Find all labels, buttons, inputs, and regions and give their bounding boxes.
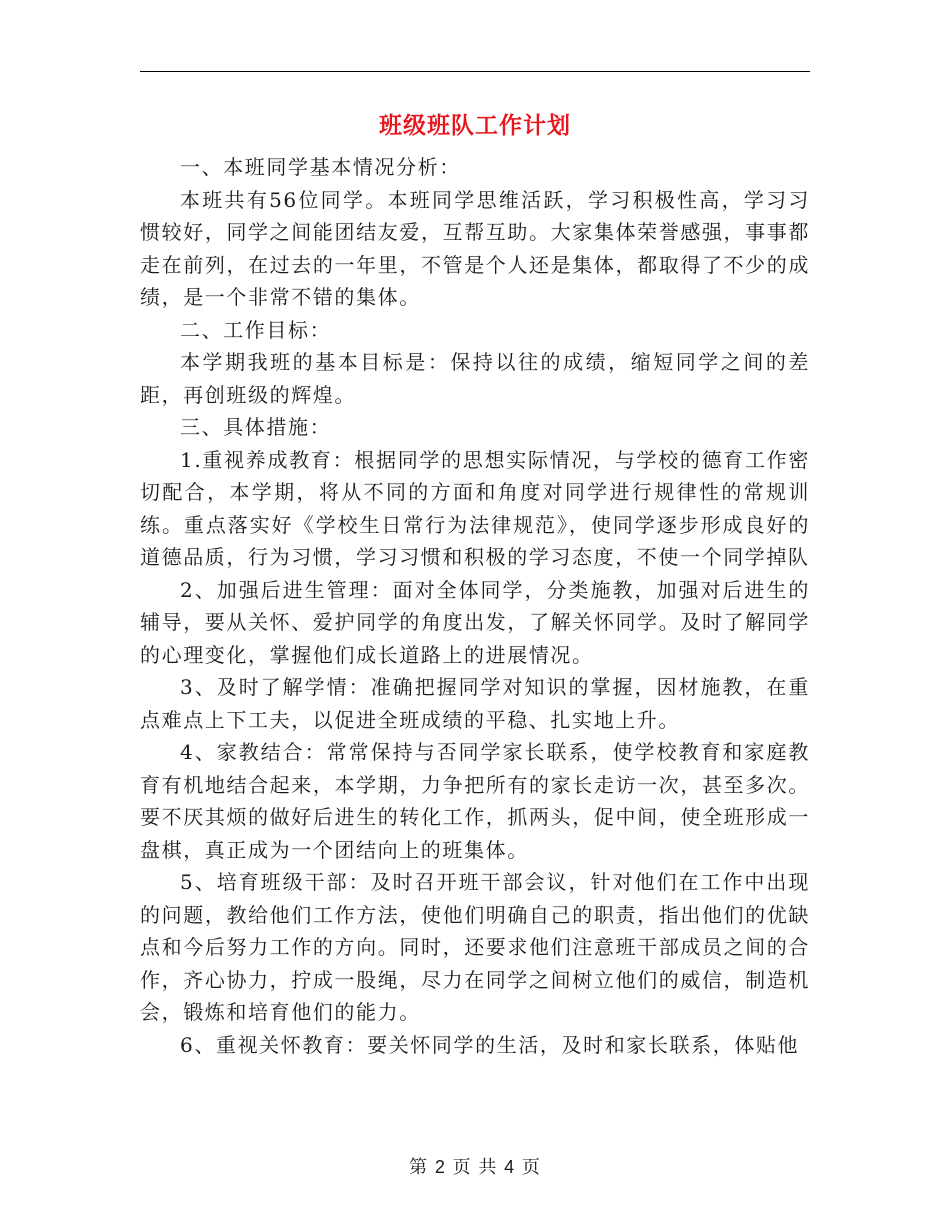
total-pages-number: 4 (504, 1157, 516, 1177)
section-heading-situation: 一、本班同学基本情况分析： (180, 155, 461, 179)
document-title: 班级班队工作计划 (379, 112, 571, 139)
paragraph-measure-3: 3、及时了解学情：准确把握同学对知识的掌握，因材施教，在重点难点上下工夫，以促进全班成绩的平稳、扎实地上升。 (140, 675, 810, 732)
paragraph-measure-5: 5、培育班级干部：及时召开班干部会议，针对他们在工作中出现的问题，教给他们工作方法，使他们明确自己的职责，指出他们的优缺点和今后努力工作的方向。同时，还要求他们注意班干部成员之间的合作，齐心协力，拧成一股绳，尽力在同学之间树立他们的威信，制造机会，锻炼和培育他们的能力。 (140, 870, 810, 1024)
paragraph-goals: 本学期我班的基本目标是：保持以往的成绩，缩短同学之间的差距，再创班级的辉煌。 (140, 350, 810, 407)
paragraph-situation: 本班共有56位同学。本班同学思维活跃，学习积极性高，学习习惯较好，同学之间能团结友爱，互帮互助。大家集体荣誉感强，事事都走在前列，在过去的一年里，不管是个人还是集体，都取得了不少的成绩，是一个非常不错的集体。 (140, 187, 810, 309)
footer-prefix: 第 (409, 1157, 429, 1178)
page-footer (0, 1153, 950, 1179)
current-page-number: 2 (434, 1157, 446, 1177)
footer-suffix: 页 (521, 1157, 541, 1178)
section-heading-goals: 二、工作目标： (180, 317, 332, 342)
paragraph-measure-6: 6、重视关怀教育：要关怀同学的生活，及时和家长联系，体贴他 (180, 1032, 800, 1057)
header-rule (140, 71, 810, 72)
paragraph-measure-2: 2、加强后进生管理：面对全体同学，分类施教，加强对后进生的辅导，要从关怀、爱护同学的角度出发，了解关怀同学。及时了解同学的心理变化，掌握他们成长道路上的进展情况。 (140, 577, 810, 667)
footer-middle: 页 共 (452, 1157, 498, 1178)
paragraph-measure-4: 4、家教结合：常常保持与否同学家长联系，使学校教育和家庭教育有机地结合起来，本学期，力争把所有的家长走访一次，甚至多次。要不厌其烦的做好后进生的转化工作，抓两头，促中间，使全班形成一盘棋，真正成为一个团结向上的班集体。 (140, 740, 810, 862)
document-body (140, 151, 810, 1061)
section-heading-measures: 三、具体措施： (180, 415, 332, 439)
paragraph-measure-1: 1.重视养成教育：根据同学的思想实际情况，与学校的德育工作密切配合，本学期，将从不同的方面和角度对同学进行规律性的常规训练。重点落实好《学校生日常行为法律规范》，使同学逐步形成良好的道德品质，行为习惯，学习习惯和积极的学习态度，不使一个同学掉队 (140, 447, 810, 569)
